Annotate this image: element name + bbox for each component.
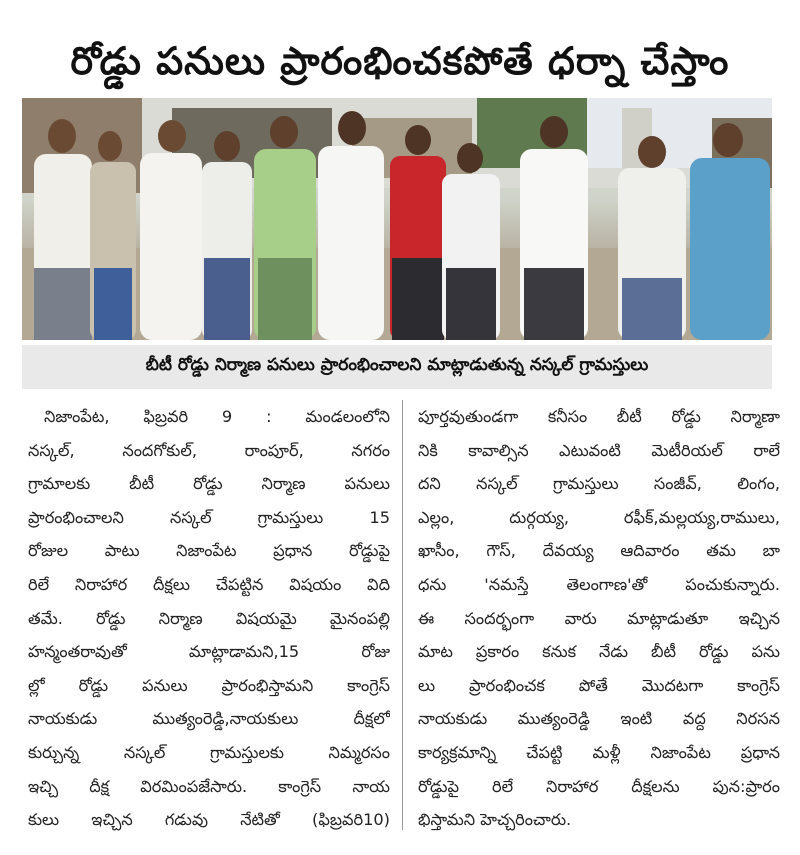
article-line: ఇచ్చి దీక్ష విరమింపజేసారు. కాంగ్రెస్ నాయ [28,776,390,796]
article-line: నాయకుడు ముత్యంరెడ్డి ఇంటి వద్ద నిరసన [418,709,780,729]
article-line: ఎల్లం, దుర్గయ్య, రఫీక్,మల్లయ్య,రాములు, [418,507,780,527]
article-line: నిజాంపేట, ఫిబ్రవరి 9 : మండలంలోని [44,407,390,426]
article-column-left [28,400,390,840]
article-column-right [418,400,780,840]
article-headline: రోడ్డు పనులు ప్రారంభించకపోతే ధర్నా చేస్తాం [70,39,730,84]
article-line: ఈ సందర్భంగా వారు మాట్లాడుతూ ఇచ్చిన [418,608,780,628]
article-line: కుర్చున్న నస్కల్ గ్రామస్తులకు నిమ్మరసం [28,742,390,762]
article-photo [22,98,772,340]
article-line: కార్యక్రమాన్ని చేపట్టి మళ్లీ నిజాంపేట ప్రధాన [418,742,780,762]
article-line: రిలే నిరాహార దీక్షలు చేపట్టిన విషయం విది [28,574,390,594]
article-line: ల్లో రోడ్డు పనులు ప్రారంభిస్తామని కాంగ్రెస్ [28,675,390,695]
photo-caption: బీటీ రోడ్డు నిర్మాణ పనులు ప్రారంభించాలని మాట్లాడుతున్న నస్కల్ గ్రామస్తులు [22,345,772,389]
article-line: ధను 'నమస్తే తెలంగాణ'తో పంచుకున్నారు. [418,574,780,594]
article-line: లు ప్రారంభించక పోతే మొదటగా కాంగ్రెస్ [418,675,780,695]
column-divider [402,400,403,830]
article-line: దని నస్కల్ గ్రామస్తులు సంజీవ్, లింగం, [418,474,780,494]
article-line: రోడ్డుపై రిలే నిరాహార దీక్షలను పున:ప్రారం [418,776,780,796]
article-line: ఖాసీం, గౌస్, దేవయ్య ఆదివారం తమ బా [418,541,780,561]
article-line: నాయకుడు ముత్యంరెడ్డి,నాయకులు దీక్షలో [28,709,390,729]
article-line: పూర్తవుతుండగా కనీసం బీటీ రోడ్డు నిర్మాణా [418,407,780,426]
article-line: ప్రారంభించాలని నస్కల్ గ్రామస్తులు 15 [28,507,390,527]
article-line: నికి కావాల్సిన ఎటువంటి మెటీరియల్ రాలే [418,440,780,460]
article-line: హన్మంతరావుతో మాట్లాడామని,15 రోజు [28,642,390,662]
article-line: గ్రామాలకు బీటీ రోడ్డు నిర్మాణ పనులు [28,474,390,494]
article-line: రోజుల పాటు నిజాంపేట ప్రధాన రోడ్డుపై [28,541,390,561]
article-line: మాట ప్రకారం కనుక నేడు బీటీ రోడ్డు పను [418,642,780,662]
article-line: తమే. రోడ్డు నిర్మాణ విషయమై మైనంపల్లి [28,608,390,628]
article-line: నస్కల్, నందగోకుల్, రాంపూర్, నగరం [28,440,390,460]
article-line: భిస్తామని హెచ్చరించారు. [418,810,572,830]
article-line: కులు ఇచ్చిన గడువు నేటితో (ఫిబ్రవరి10) [28,810,390,830]
